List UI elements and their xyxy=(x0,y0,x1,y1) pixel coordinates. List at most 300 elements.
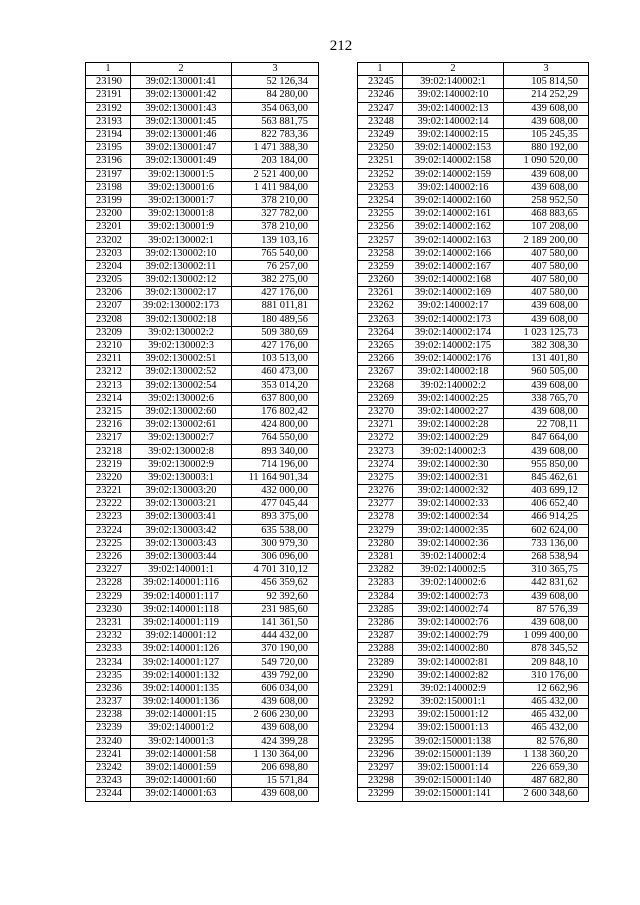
table-row xyxy=(358,155,589,168)
value: 439 608,00 xyxy=(504,445,589,458)
row-number: 23226 xyxy=(86,550,131,563)
cadastral-number: 39:02:140002:175 xyxy=(403,339,504,352)
value: 87 576,39 xyxy=(504,603,589,616)
row-number: 23250 xyxy=(358,142,403,155)
value: 131 401,80 xyxy=(504,353,589,366)
cadastral-number: 39:02:130002:60 xyxy=(131,405,232,418)
value: 310 176,00 xyxy=(504,669,589,682)
table-row xyxy=(358,643,589,656)
table-row xyxy=(86,208,319,221)
value: 338 765,70 xyxy=(504,392,589,405)
table-row xyxy=(358,524,589,537)
value: 310 365,75 xyxy=(504,564,589,577)
header-col-1: 1 xyxy=(358,63,403,76)
value: 1 023 125,73 xyxy=(504,326,589,339)
row-number: 23202 xyxy=(86,234,131,247)
cadastral-number: 39:02:140002:79 xyxy=(403,630,504,643)
table-row xyxy=(86,76,319,89)
value: 432 000,00 xyxy=(232,485,319,498)
cadastral-number: 39:02:140002:76 xyxy=(403,616,504,629)
row-number: 23261 xyxy=(358,287,403,300)
row-number: 23294 xyxy=(358,722,403,735)
cadastral-number: 39:02:130001:5 xyxy=(131,168,232,181)
value: 203 184,00 xyxy=(232,155,319,168)
table-row xyxy=(358,221,589,234)
value: 105 245,35 xyxy=(504,128,589,141)
value: 407 580,00 xyxy=(504,274,589,287)
value: 468 883,65 xyxy=(504,208,589,221)
cadastral-number: 39:02:130002:2 xyxy=(131,326,232,339)
table-row xyxy=(358,458,589,471)
cadastral-number: 39:02:140002:167 xyxy=(403,260,504,273)
row-number: 23292 xyxy=(358,696,403,709)
value: 107 208,00 xyxy=(504,221,589,234)
table-row xyxy=(86,669,319,682)
value: 466 914,25 xyxy=(504,511,589,524)
table-row xyxy=(86,432,319,445)
value: 103 513,00 xyxy=(232,353,319,366)
cadastral-number: 39:02:130002:12 xyxy=(131,274,232,287)
cadastral-number: 39:02:140001:63 xyxy=(131,788,232,801)
row-number: 23227 xyxy=(86,564,131,577)
cadastral-number: 39:02:130001:8 xyxy=(131,208,232,221)
cadastral-number: 39:02:130002:9 xyxy=(131,458,232,471)
table-row xyxy=(358,115,589,128)
cadastral-number: 39:02:140001:59 xyxy=(131,761,232,774)
value: 880 192,00 xyxy=(504,142,589,155)
value: 12 662,96 xyxy=(504,682,589,695)
table-row xyxy=(86,89,319,102)
table-row xyxy=(86,379,319,392)
cadastral-number: 39:02:140002:18 xyxy=(403,366,504,379)
cadastral-number: 39:02:130002:61 xyxy=(131,419,232,432)
table-row xyxy=(358,128,589,141)
value: 456 359,62 xyxy=(232,577,319,590)
row-number: 23279 xyxy=(358,524,403,537)
table-row xyxy=(358,419,589,432)
table-row xyxy=(86,656,319,669)
table-row xyxy=(86,115,319,128)
value: 407 580,00 xyxy=(504,247,589,260)
table-row xyxy=(86,445,319,458)
value: 439 608,00 xyxy=(232,722,319,735)
table-row xyxy=(358,142,589,155)
table-row xyxy=(86,709,319,722)
table-row xyxy=(86,485,319,498)
cadastral-number: 39:02:140002:160 xyxy=(403,194,504,207)
table-row xyxy=(358,313,589,326)
value: 382 308,30 xyxy=(504,339,589,352)
table-row xyxy=(358,577,589,590)
value: 439 608,00 xyxy=(232,788,319,801)
value: 1 130 364,00 xyxy=(232,748,319,761)
cadastral-number: 39:02:140002:5 xyxy=(403,564,504,577)
cadastral-number: 39:02:140001:119 xyxy=(131,616,232,629)
row-number: 23231 xyxy=(86,616,131,629)
table-row xyxy=(86,234,319,247)
table-row xyxy=(86,392,319,405)
table-row xyxy=(358,89,589,102)
row-number: 23276 xyxy=(358,485,403,498)
cadastral-number: 39:02:140002:82 xyxy=(403,669,504,682)
row-number: 23229 xyxy=(86,590,131,603)
table-row xyxy=(358,788,589,801)
value: 2 189 200,00 xyxy=(504,234,589,247)
value: 226 659,30 xyxy=(504,761,589,774)
row-number: 23264 xyxy=(358,326,403,339)
table-row xyxy=(86,128,319,141)
header-col-2: 2 xyxy=(131,63,232,76)
table-row xyxy=(358,168,589,181)
row-number: 23235 xyxy=(86,669,131,682)
table-row xyxy=(358,234,589,247)
value: 439 608,00 xyxy=(504,379,589,392)
table-row xyxy=(358,405,589,418)
value: 439 608,00 xyxy=(504,102,589,115)
row-number: 23193 xyxy=(86,115,131,128)
row-number: 23213 xyxy=(86,379,131,392)
value: 403 699,12 xyxy=(504,485,589,498)
value: 268 538,94 xyxy=(504,550,589,563)
cadastral-number: 39:02:130003:41 xyxy=(131,511,232,524)
value: 637 800,00 xyxy=(232,392,319,405)
value: 893 375,00 xyxy=(232,511,319,524)
row-number: 23194 xyxy=(86,128,131,141)
value: 427 176,00 xyxy=(232,339,319,352)
cadastral-number: 39:02:140001:116 xyxy=(131,577,232,590)
table-row xyxy=(358,656,589,669)
value: 139 103,16 xyxy=(232,234,319,247)
cadastral-number: 39:02:140002:27 xyxy=(403,405,504,418)
row-number: 23190 xyxy=(86,76,131,89)
row-number: 23225 xyxy=(86,537,131,550)
row-number: 23258 xyxy=(358,247,403,260)
table-row xyxy=(358,511,589,524)
row-number: 23269 xyxy=(358,392,403,405)
table-row xyxy=(86,168,319,181)
row-number: 23230 xyxy=(86,603,131,616)
table-row xyxy=(86,181,319,194)
row-number: 23240 xyxy=(86,735,131,748)
cadastral-number: 39:02:140001:12 xyxy=(131,630,232,643)
value: 893 340,00 xyxy=(232,445,319,458)
row-number: 23286 xyxy=(358,616,403,629)
table-header-row xyxy=(86,63,319,76)
value: 465 432,00 xyxy=(504,722,589,735)
row-number: 23266 xyxy=(358,353,403,366)
cadastral-number: 39:02:150001:140 xyxy=(403,775,504,788)
cadastral-number: 39:02:130003:21 xyxy=(131,498,232,511)
table-row xyxy=(358,76,589,89)
row-number: 23270 xyxy=(358,405,403,418)
table-row xyxy=(86,630,319,643)
cadastral-number: 39:02:150001:1 xyxy=(403,696,504,709)
cadastral-number: 39:02:140001:117 xyxy=(131,590,232,603)
cadastral-number: 39:02:140001:60 xyxy=(131,775,232,788)
value: 439 608,00 xyxy=(504,168,589,181)
row-number: 23203 xyxy=(86,247,131,260)
value: 105 814,50 xyxy=(504,76,589,89)
table-row xyxy=(358,326,589,339)
table-row xyxy=(86,194,319,207)
value: 764 550,00 xyxy=(232,432,319,445)
cadastral-number: 39:02:130001:49 xyxy=(131,155,232,168)
table-row xyxy=(86,537,319,550)
row-number: 23252 xyxy=(358,168,403,181)
cadastral-number: 39:02:140001:136 xyxy=(131,696,232,709)
cadastral-number: 39:02:130002:3 xyxy=(131,339,232,352)
value: 180 489,56 xyxy=(232,313,319,326)
cadastral-number: 39:02:140002:174 xyxy=(403,326,504,339)
table-row xyxy=(86,748,319,761)
cadastral-number: 39:02:130002:173 xyxy=(131,300,232,313)
table-row xyxy=(86,471,319,484)
table-header-row xyxy=(358,63,589,76)
value: 765 540,00 xyxy=(232,247,319,260)
cadastral-number: 39:02:130001:6 xyxy=(131,181,232,194)
row-number: 23199 xyxy=(86,194,131,207)
value: 1 090 520,00 xyxy=(504,155,589,168)
cadastral-number: 39:02:140002:10 xyxy=(403,89,504,102)
value: 1 138 360,20 xyxy=(504,748,589,761)
table-row xyxy=(86,339,319,352)
value: 439 608,00 xyxy=(504,181,589,194)
value: 465 432,00 xyxy=(504,696,589,709)
table-row xyxy=(358,775,589,788)
cadastral-number: 39:02:130002:6 xyxy=(131,392,232,405)
value: 439 792,00 xyxy=(232,669,319,682)
row-number: 23253 xyxy=(358,181,403,194)
value: 845 462,61 xyxy=(504,471,589,484)
cadastral-number: 39:02:140001:132 xyxy=(131,669,232,682)
value: 847 664,00 xyxy=(504,432,589,445)
value: 733 136,00 xyxy=(504,537,589,550)
cadastral-number: 39:02:140002:35 xyxy=(403,524,504,537)
row-number: 23282 xyxy=(358,564,403,577)
row-number: 23256 xyxy=(358,221,403,234)
value: 300 979,30 xyxy=(232,537,319,550)
row-number: 23198 xyxy=(86,181,131,194)
row-number: 23283 xyxy=(358,577,403,590)
cadastral-number: 39:02:140002:80 xyxy=(403,643,504,656)
table-row xyxy=(358,379,589,392)
row-number: 23205 xyxy=(86,274,131,287)
table-row xyxy=(86,274,319,287)
cadastral-number: 39:02:140002:176 xyxy=(403,353,504,366)
cadastral-number: 39:02:140002:36 xyxy=(403,537,504,550)
value: 1 099 400,00 xyxy=(504,630,589,643)
table-row xyxy=(358,603,589,616)
row-number: 23228 xyxy=(86,577,131,590)
row-number: 23278 xyxy=(358,511,403,524)
cadastral-number: 39:02:130002:11 xyxy=(131,260,232,273)
value: 606 034,00 xyxy=(232,682,319,695)
table-right-body xyxy=(358,63,589,802)
row-number: 23260 xyxy=(358,274,403,287)
table-row xyxy=(86,564,319,577)
cadastral-number: 39:02:140001:2 xyxy=(131,722,232,735)
table-row xyxy=(358,669,589,682)
table-row xyxy=(358,630,589,643)
cadastral-number: 39:02:150001:14 xyxy=(403,761,504,774)
cadastral-number: 39:02:140002:1 xyxy=(403,76,504,89)
row-number: 23201 xyxy=(86,221,131,234)
cadastral-number: 39:02:130003:20 xyxy=(131,485,232,498)
cadastral-number: 39:02:140001:15 xyxy=(131,709,232,722)
cadastral-number: 39:02:130001:47 xyxy=(131,142,232,155)
value: 2 521 400,00 xyxy=(232,168,319,181)
row-number: 23217 xyxy=(86,432,131,445)
table-row xyxy=(358,696,589,709)
table-row xyxy=(358,353,589,366)
value: 439 608,00 xyxy=(504,300,589,313)
row-number: 23195 xyxy=(86,142,131,155)
table-row xyxy=(86,326,319,339)
value: 4 701 310,12 xyxy=(232,564,319,577)
row-number: 23243 xyxy=(86,775,131,788)
table-row xyxy=(358,445,589,458)
row-number: 23214 xyxy=(86,392,131,405)
table-row xyxy=(358,498,589,511)
row-number: 23245 xyxy=(358,76,403,89)
value: 231 985,60 xyxy=(232,603,319,616)
value: 549 720,00 xyxy=(232,656,319,669)
row-number: 23284 xyxy=(358,590,403,603)
row-number: 23291 xyxy=(358,682,403,695)
cadastral-number: 39:02:130002:1 xyxy=(131,234,232,247)
cadastral-number: 39:02:140002:30 xyxy=(403,458,504,471)
row-number: 23299 xyxy=(358,788,403,801)
cadastral-number: 39:02:140002:29 xyxy=(403,432,504,445)
row-number: 23209 xyxy=(86,326,131,339)
row-number: 23237 xyxy=(86,696,131,709)
value: 960 505,00 xyxy=(504,366,589,379)
row-number: 23232 xyxy=(86,630,131,643)
row-number: 23224 xyxy=(86,524,131,537)
cadastral-number: 39:02:140002:32 xyxy=(403,485,504,498)
cadastral-number: 39:02:140002:3 xyxy=(403,445,504,458)
table-row xyxy=(86,498,319,511)
table-row xyxy=(86,616,319,629)
row-number: 23216 xyxy=(86,419,131,432)
row-number: 23295 xyxy=(358,735,403,748)
cadastral-number: 39:02:140002:81 xyxy=(403,656,504,669)
row-number: 23288 xyxy=(358,643,403,656)
row-number: 23192 xyxy=(86,102,131,115)
row-number: 23196 xyxy=(86,155,131,168)
row-number: 23259 xyxy=(358,260,403,273)
table-row xyxy=(86,603,319,616)
row-number: 23267 xyxy=(358,366,403,379)
cadastral-number: 39:02:130003:43 xyxy=(131,537,232,550)
value: 84 280,00 xyxy=(232,89,319,102)
cadastral-number: 39:02:140002:31 xyxy=(403,471,504,484)
row-number: 23207 xyxy=(86,300,131,313)
table-row xyxy=(86,458,319,471)
row-number: 23265 xyxy=(358,339,403,352)
cadastral-number: 39:02:140001:58 xyxy=(131,748,232,761)
table-row xyxy=(358,537,589,550)
value: 477 045,44 xyxy=(232,498,319,511)
value: 439 608,00 xyxy=(504,616,589,629)
cadastral-number: 39:02:130001:45 xyxy=(131,115,232,128)
value: 465 432,00 xyxy=(504,709,589,722)
value: 407 580,00 xyxy=(504,260,589,273)
cadastral-number: 39:02:140002:161 xyxy=(403,208,504,221)
table-row xyxy=(358,194,589,207)
table-row xyxy=(86,524,319,537)
value: 354 063,00 xyxy=(232,102,319,115)
table-row xyxy=(86,366,319,379)
cadastral-number: 39:02:130002:8 xyxy=(131,445,232,458)
row-number: 23251 xyxy=(358,155,403,168)
cadastral-number: 39:02:130002:54 xyxy=(131,379,232,392)
cadastral-number: 39:02:140002:73 xyxy=(403,590,504,603)
table-row xyxy=(358,300,589,313)
cadastral-number: 39:02:130001:7 xyxy=(131,194,232,207)
table-row xyxy=(86,590,319,603)
value: 15 571,84 xyxy=(232,775,319,788)
row-number: 23206 xyxy=(86,287,131,300)
value: 11 164 901,34 xyxy=(232,471,319,484)
value: 439 608,00 xyxy=(504,115,589,128)
table-row xyxy=(358,247,589,260)
value: 2 600 348,60 xyxy=(504,788,589,801)
cadastral-number: 39:02:140001:118 xyxy=(131,603,232,616)
table-row xyxy=(86,761,319,774)
table-row xyxy=(358,590,589,603)
value: 353 014,20 xyxy=(232,379,319,392)
row-number: 23197 xyxy=(86,168,131,181)
cadastral-number: 39:02:130001:46 xyxy=(131,128,232,141)
cadastral-number: 39:02:140002:25 xyxy=(403,392,504,405)
cadastral-number: 39:02:140002:74 xyxy=(403,603,504,616)
value: 406 652,40 xyxy=(504,498,589,511)
cadastral-number: 39:02:130002:52 xyxy=(131,366,232,379)
table-row xyxy=(86,405,319,418)
table-row xyxy=(358,102,589,115)
row-number: 23200 xyxy=(86,208,131,221)
table-row xyxy=(86,419,319,432)
table-row xyxy=(358,722,589,735)
value: 563 881,75 xyxy=(232,115,319,128)
value: 822 783,36 xyxy=(232,128,319,141)
value: 427 176,00 xyxy=(232,287,319,300)
value: 382 275,00 xyxy=(232,274,319,287)
row-number: 23277 xyxy=(358,498,403,511)
table-row xyxy=(86,142,319,155)
table-row xyxy=(358,287,589,300)
row-number: 23281 xyxy=(358,550,403,563)
row-number: 23222 xyxy=(86,498,131,511)
table-row xyxy=(358,616,589,629)
table-row xyxy=(358,709,589,722)
table-row xyxy=(86,313,319,326)
table-row xyxy=(86,550,319,563)
cadastral-number: 39:02:150001:13 xyxy=(403,722,504,735)
cadastral-number: 39:02:140002:158 xyxy=(403,155,504,168)
row-number: 23220 xyxy=(86,471,131,484)
table-row xyxy=(86,260,319,273)
header-col-1: 1 xyxy=(86,63,131,76)
table-row xyxy=(86,102,319,115)
value: 714 196,00 xyxy=(232,458,319,471)
row-number: 23272 xyxy=(358,432,403,445)
table-row xyxy=(358,366,589,379)
value: 327 782,00 xyxy=(232,208,319,221)
row-number: 23254 xyxy=(358,194,403,207)
row-number: 23293 xyxy=(358,709,403,722)
